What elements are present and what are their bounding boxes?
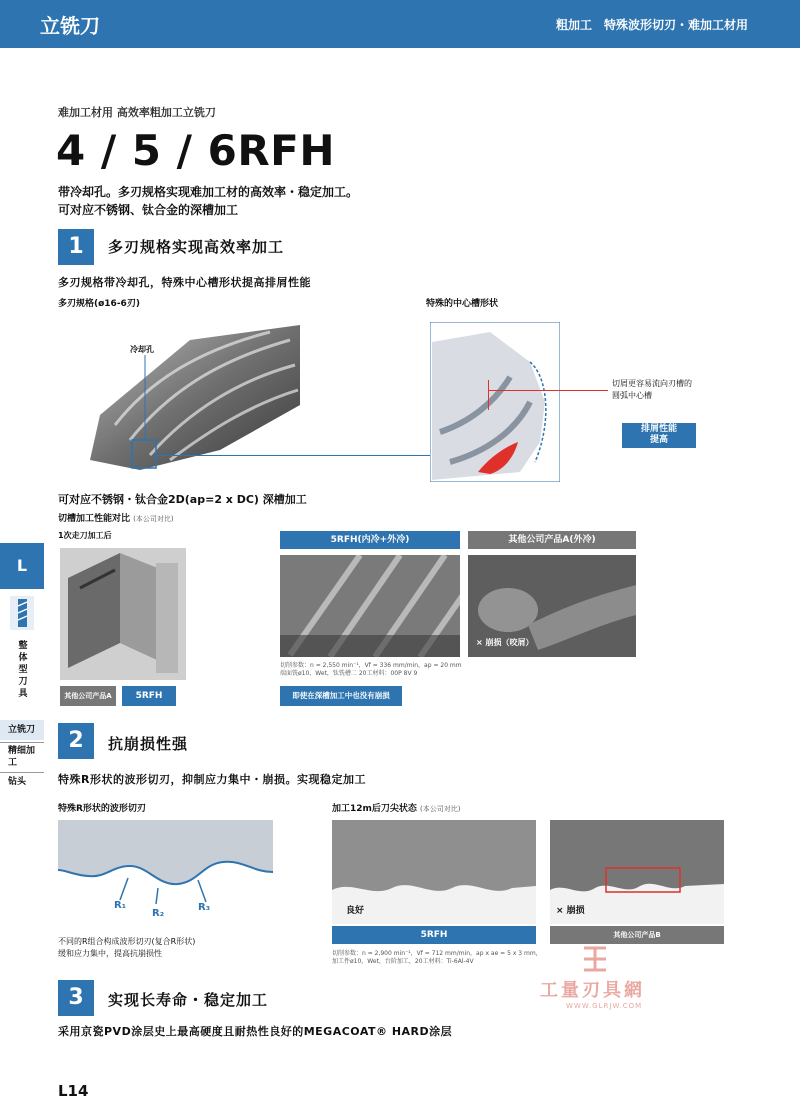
after-first-pass-label: 1次走刀加工后 bbox=[58, 531, 112, 540]
sidebar-item-drill[interactable]: 钻头 bbox=[8, 777, 27, 787]
watermark-name: 工量刃具網 bbox=[540, 980, 645, 1001]
bar-5rfh-edge: 5RFH bbox=[332, 926, 536, 944]
r3-label: R₃ bbox=[198, 902, 211, 913]
cond-line: 加工件ø10，Wet，台阶加工，20工材料：Ti-6Al-4V bbox=[332, 958, 474, 965]
cutting-conditions-2 bbox=[332, 950, 542, 966]
product-subtitle: 难加工材用 高效率粗加工立铣刀 bbox=[58, 106, 216, 119]
sidebar-tab-l[interactable]: L bbox=[0, 543, 44, 589]
section-2-desc: 特殊R形状的波形切刃，抑制应力集中・崩损。实现稳定加工 bbox=[58, 773, 366, 786]
center-groove-diagram bbox=[430, 322, 560, 482]
section-3-desc: 采用京瓷PVD涂层史上最高硬度且耐热性良好的MEGACOAT® HARD涂层 bbox=[58, 1025, 453, 1038]
cutting-conditions-1 bbox=[280, 662, 462, 678]
tag-5rfh: 5RFH bbox=[122, 686, 176, 706]
sidebar-divider bbox=[0, 772, 44, 773]
header-category: 立铣刀 bbox=[40, 14, 100, 38]
compare-note: (本公司对比) bbox=[133, 515, 174, 523]
chip-evacuation-badge bbox=[622, 423, 696, 448]
end-mill-icon bbox=[10, 596, 34, 630]
intro-line: 带冷却孔。多刃规格实现难加工材的高效率・稳定加工。 bbox=[58, 185, 359, 199]
sidebar-divider bbox=[0, 742, 44, 743]
compare-label bbox=[58, 511, 174, 524]
badge-line-1: 排屑性能 bbox=[640, 424, 677, 434]
wave-edge-label: 特殊R形状的波形切刃 bbox=[58, 804, 146, 814]
sidebar-item-end-mill[interactable]: 立铣刀 bbox=[0, 720, 44, 740]
page-number: L14 bbox=[58, 1082, 89, 1100]
coolant-hole-label: 冷却孔 bbox=[130, 345, 154, 354]
photo-5rfh-tool bbox=[280, 555, 460, 657]
tag-other-company-a: 其他公司产品A bbox=[60, 686, 116, 706]
bar-other-company-a: 其他公司产品A(外冷) bbox=[468, 531, 636, 549]
deep-slot-title: 可对应不锈钢・钛合金2D(ap=2 x DC) 深槽加工 bbox=[58, 493, 307, 506]
bar-5rfh-coolant: 5RFH(内冷+外冷) bbox=[280, 531, 460, 549]
wave-edge-caption bbox=[58, 936, 195, 960]
callout-line-1: 切屑更容易流向刃槽的 bbox=[612, 379, 692, 388]
r1-label: R₁ bbox=[114, 900, 127, 911]
r2-label: R₂ bbox=[152, 908, 165, 919]
cond-line: 切削参数：n = 2,550 min⁻¹，Vf = 336 mm/min，ap = 20 mm bbox=[280, 662, 462, 669]
section-3-title: 实现长寿命・稳定加工 bbox=[108, 991, 269, 1009]
after-12m-note: (本公司对比) bbox=[420, 805, 461, 813]
sidebar-item-finishing[interactable]: 精细加工 bbox=[8, 746, 36, 768]
caption-line: 不同的R组合构成波形切刃(复合R形状) bbox=[58, 937, 196, 946]
after-12m-text: 加工12m后刀尖状态 bbox=[332, 804, 417, 814]
section-1-title: 多刃规格实现高效率加工 bbox=[108, 238, 285, 256]
watermark-url: WWW.GLRJW.COM bbox=[566, 1002, 643, 1010]
section-2-number: 2 bbox=[58, 723, 94, 759]
section-1-number: 1 bbox=[58, 229, 94, 265]
chipping-label: × 崩损（咬屑） bbox=[476, 638, 534, 647]
chipping-label-b: × 崩损 bbox=[556, 906, 585, 916]
compare-label-text: 切槽加工性能对比 bbox=[58, 514, 131, 524]
cond-line: 切削参数：n = 2,900 min⁻¹，Vf = 712 mm/min，ap x ae = 5 x 3 mm， bbox=[332, 950, 542, 957]
no-chipping-button: 即使在深槽加工中也没有崩损 bbox=[280, 686, 402, 706]
model-title: 4 / 5 / 6RFH bbox=[56, 126, 336, 175]
callout-line bbox=[488, 390, 608, 391]
section-1-desc: 多刃规格带冷却孔，特殊中心槽形状提高排屑性能 bbox=[58, 276, 311, 289]
bar-other-company-b: 其他公司产品B bbox=[550, 926, 724, 944]
intro-text bbox=[58, 183, 358, 219]
section-2-title: 抗崩损性强 bbox=[108, 735, 189, 753]
sidebar-solid-tools: 整体型刀具 bbox=[18, 641, 28, 699]
caption-line: 缓和应力集中，提高抗崩损性 bbox=[58, 949, 162, 958]
callout-line-2: 圆弧中心槽 bbox=[612, 391, 652, 400]
callout-text bbox=[612, 378, 692, 402]
badge-line-2: 提高 bbox=[649, 435, 668, 445]
multi-flute-label: 多刃规格(ø16-6刃) bbox=[58, 299, 140, 309]
watermark-logo bbox=[580, 944, 610, 974]
cond-line: 端面铣ø10，Wet，钛铣槽二 20工材料：00P 8V 9 bbox=[280, 670, 418, 677]
connector-line bbox=[156, 455, 430, 456]
wave-edge-diagram bbox=[58, 820, 273, 930]
good-label: 良好 bbox=[346, 906, 365, 916]
header-right-label: 粗加工 特殊波形切刃・难加工材用 bbox=[555, 18, 748, 32]
section-3-number: 3 bbox=[58, 980, 94, 1016]
after-12m-label bbox=[332, 801, 461, 814]
end-mill-image bbox=[70, 320, 310, 480]
workpiece-photo bbox=[60, 548, 186, 680]
header-bar bbox=[0, 0, 800, 48]
center-groove-label: 特殊的中心槽形状 bbox=[426, 299, 499, 309]
intro-line: 可对应不锈钢、钛合金的深槽加工 bbox=[58, 203, 239, 217]
callout-line-vertical bbox=[488, 380, 489, 410]
